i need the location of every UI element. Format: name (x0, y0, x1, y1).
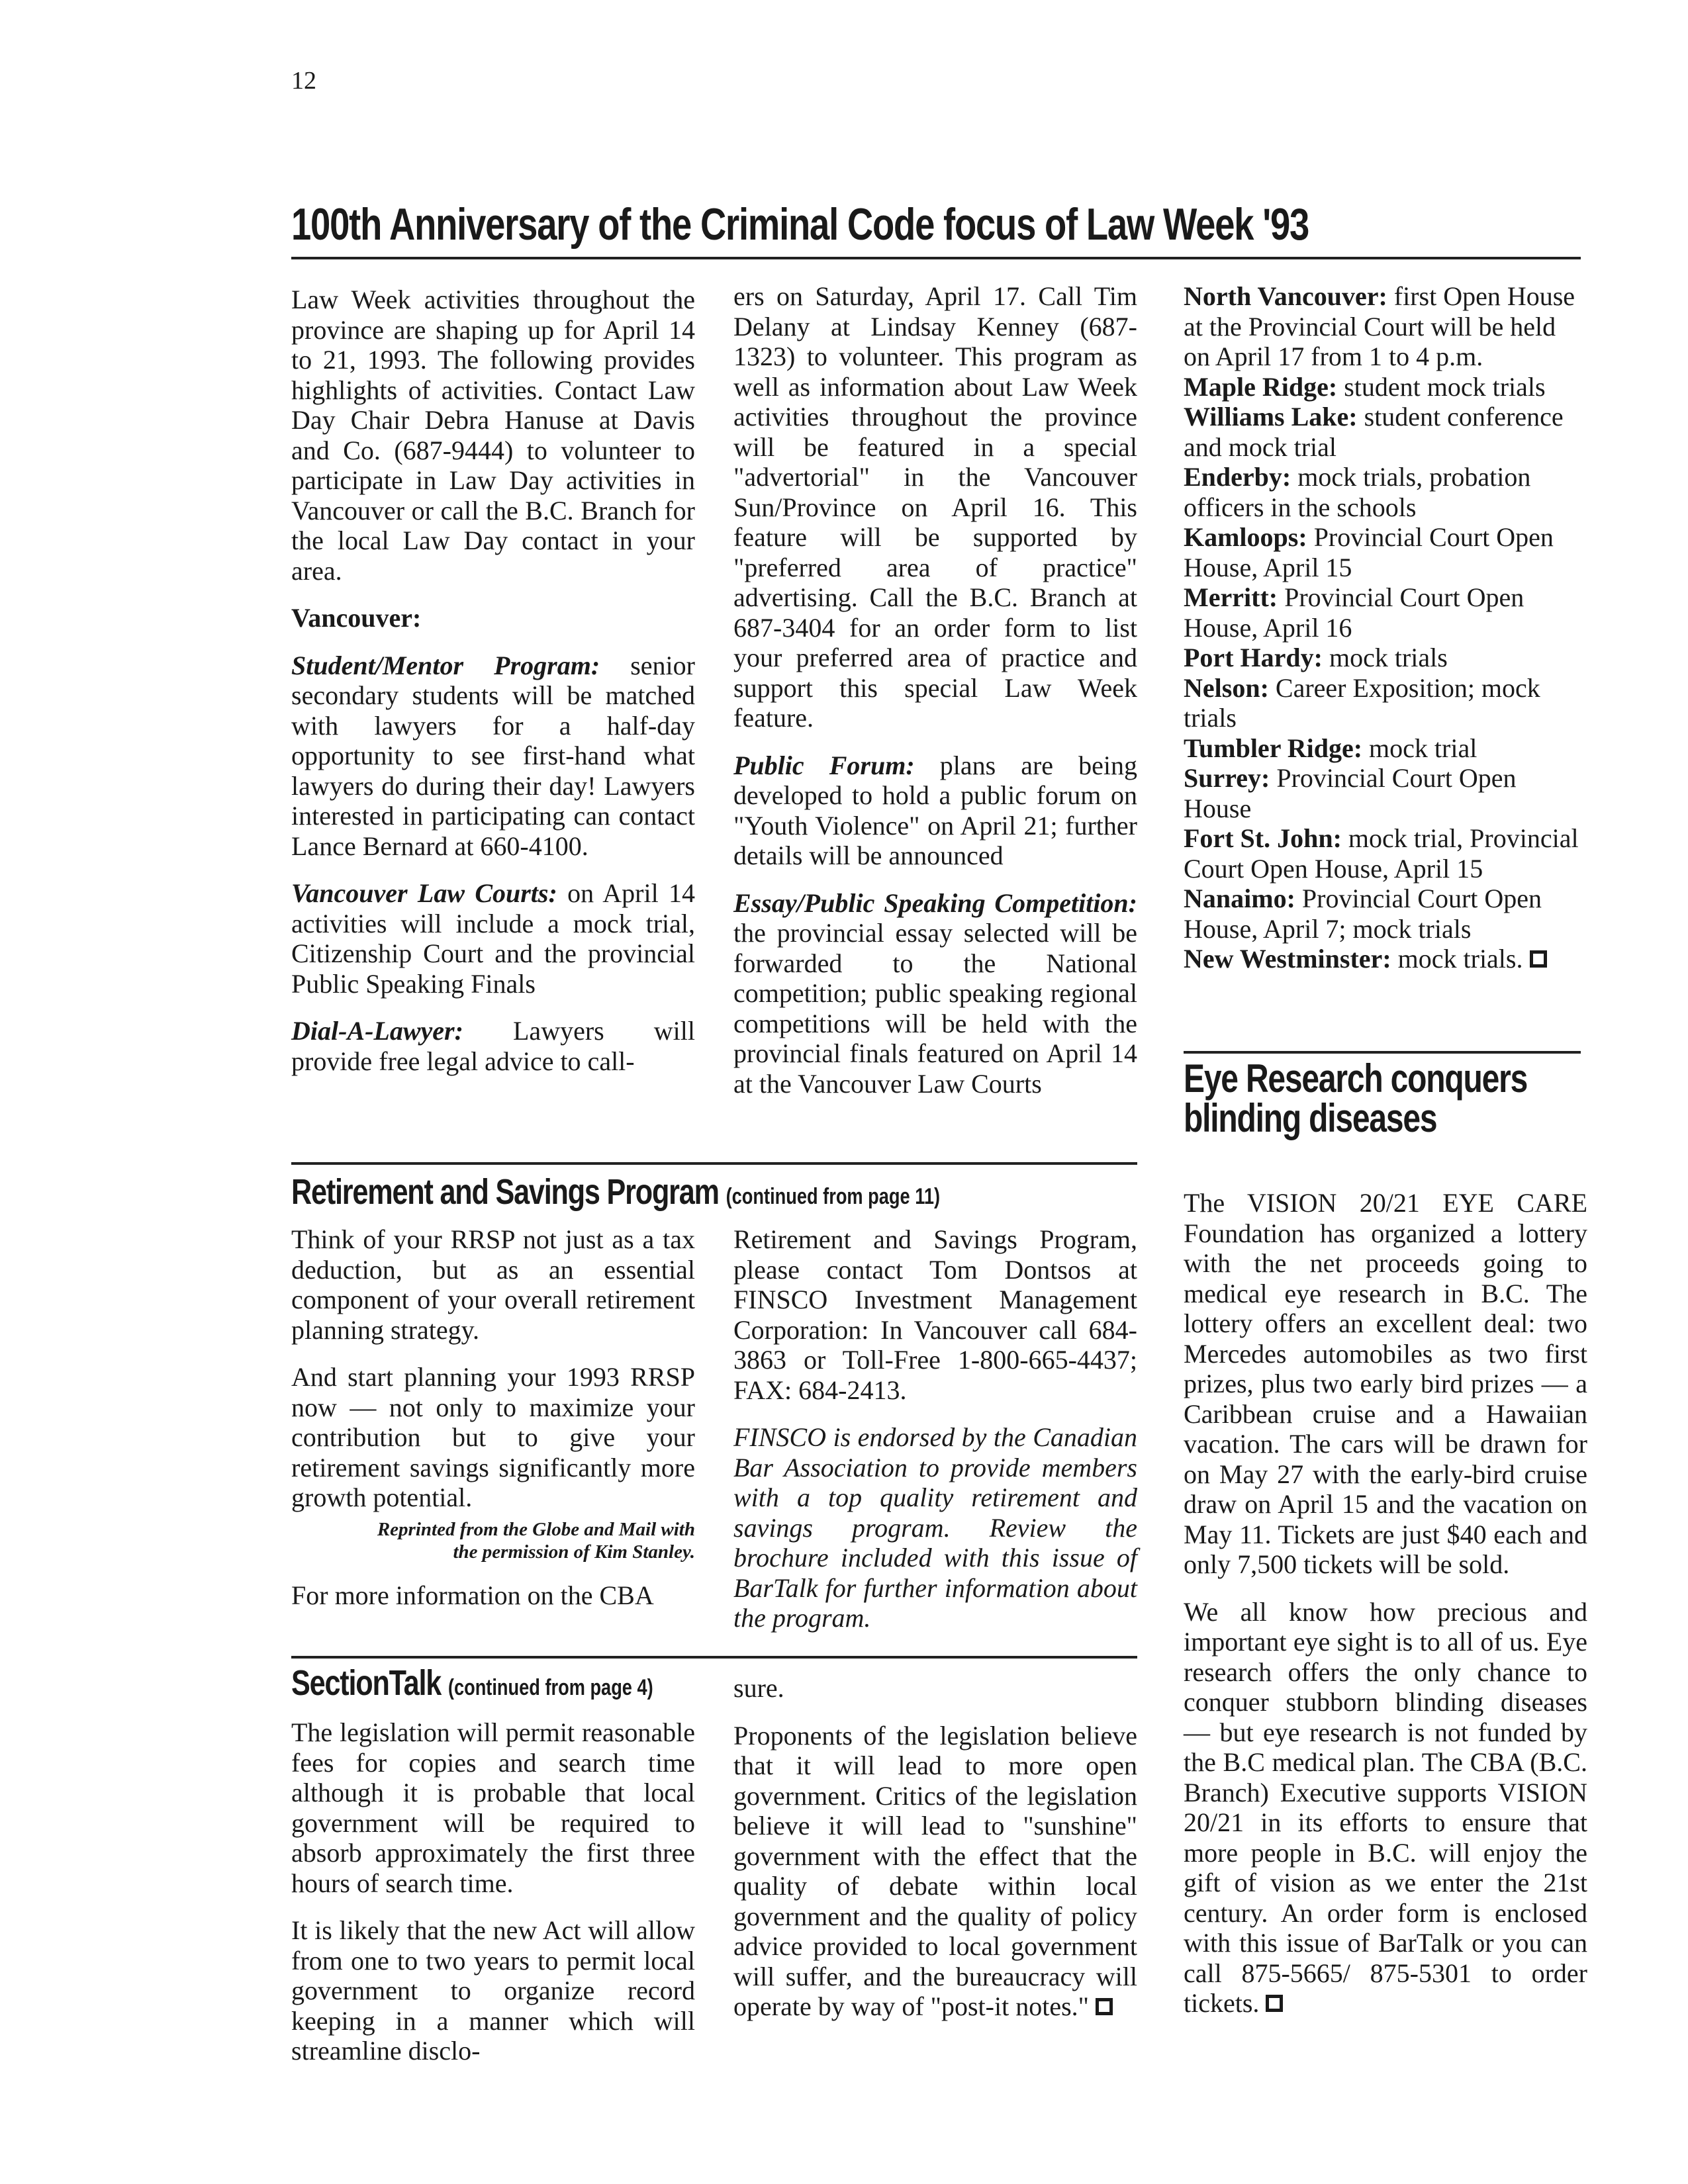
finsco-endorsement: FINSCO is endorsed by the Canadian Bar Association to provide members with a top quality retirement and savings program. Review the brochure included with this issue of BarTalk for further information about the program. (733, 1422, 1137, 1633)
end-of-article-mark (1096, 1998, 1113, 2015)
region-name: Maple Ridge: (1184, 371, 1338, 402)
region-item (1184, 823, 1587, 884)
retirement-paragraph-2: And start planning your 1993 RRSP now — not only to maximize your contribution but to give your retirement savings significantly more growth potential. (291, 1362, 695, 1512)
region-item (1184, 763, 1587, 823)
region-item (1184, 944, 1587, 974)
region-name: Enderby: (1184, 462, 1291, 492)
end-of-article-mark (1266, 1995, 1283, 2012)
region-activities: mock trials (1329, 643, 1448, 672)
retirement-continued: (continued from page 11) (726, 1184, 941, 1209)
page-number: 12 (291, 67, 316, 95)
region-item (1184, 582, 1587, 643)
region-name: New Westminster: (1184, 944, 1391, 974)
student-mentor-item (291, 651, 695, 862)
section-talk-headline (291, 1662, 653, 1704)
region-activities: Career Exposition; mock trials (1184, 672, 1540, 733)
region-name: Merritt: (1184, 582, 1278, 612)
essay-competition-text: the provincial essay selected will be forwarded to the National competition; public speaking regional competitions will be held with the provincial finals featured on April 14 at the Vancouver Law Courts (733, 918, 1137, 1099)
law-week-headline: 100th Anniversary of the Criminal Code focus of Law Week '93 (291, 199, 1309, 250)
region-activities: Provincial Court Open House (1184, 763, 1517, 823)
region-activities: Provincial Court Open House, April 15 (1184, 522, 1554, 582)
public-forum-label: Public Forum: (733, 750, 915, 780)
dial-a-lawyer-item (291, 1016, 695, 1076)
region-item (1184, 522, 1587, 582)
region-activities: student conference and mock trial (1184, 402, 1564, 462)
region-name: Nanaimo: (1184, 884, 1295, 913)
retirement-column-2 (733, 1224, 1137, 1651)
law-week-column-1 (291, 285, 695, 1093)
region-item (1184, 673, 1587, 733)
region-activities: mock trial, Provincial Court Open House, April 15 (1184, 823, 1579, 884)
region-activities: Provincial Court Open House, April 7; mock trials (1184, 884, 1542, 944)
region-activities: mock trial (1369, 733, 1477, 763)
region-activities: mock trials. (1397, 944, 1523, 974)
region-item (1184, 643, 1587, 673)
section-talk-continued: (continued from page 4) (447, 1675, 653, 1700)
dial-a-lawyer-continued: ers on Saturday, April 17. Call Tim Delany at Lindsay Kenney (687-1323) to volunteer. This program as well as information about Law Week activities throughout the province will be featured in a special "advertorial" in the Vancouver Sun/Province on April 16. This feature will be supported by "preferred area of practice" advertising. Call the B.C. Branch at 687-3404 for an order form to list your preferred area of practice and support this special Law Week feature. (733, 281, 1137, 733)
retirement-contact: Retirement and Savings Program, please contact Tom Dontsos at FINSCO Investment Management Corporation: In Vancouver call 684-3863 or Toll-Free 1-800-665-4437; FAX: 684-2413. (733, 1224, 1137, 1405)
public-forum-item (733, 751, 1137, 871)
eye-research-column (1184, 1188, 1587, 2036)
eye-research-headline: Eye Research conquers blinding diseases (1184, 1056, 1528, 1140)
region-activities: first Open House at the Provincial Court will be held on April 17 from 1 to 4 p.m. (1184, 281, 1575, 371)
region-item (1184, 372, 1587, 402)
region-name: Nelson: (1184, 672, 1269, 703)
region-item (1184, 402, 1587, 462)
region-name: Surrey: (1184, 763, 1270, 793)
region-name: North Vancouver: (1184, 281, 1387, 311)
section-talk-rule (291, 1656, 1137, 1659)
region-activities: Provincial Court Open House, April 16 (1184, 582, 1524, 643)
section-talk-column-2 (733, 1673, 1137, 2039)
essay-competition-item (733, 888, 1137, 1099)
region-item (1184, 281, 1587, 372)
student-mentor-text: senior secondary students will be matched with lawyers for a half-day opportunity to see first-hand what lawyers do during their day! Lawyers interested in participating can contact Lance Bernard at 660-4100. (291, 650, 695, 861)
eye-research-paragraph-1: The VISION 20/21 EYE CARE Foundation has organized a lottery with the net proceeds going to medical eye research in B.C. The lottery offers an excellent deal: two Mercedes automobiles as two first prizes, plus two early bird prizes — a Caribbean cruise and a Hawaiian vacation. The cars will be drawn for on May 27 with the early-bird cruise draw on April 15 and the vacation on May 11. Tickets are just $40 each and only 7,500 tickets will be sold. (1184, 1188, 1587, 1579)
retirement-paragraph-1: Think of your RRSP not just as a tax deduction, but as an essential component of your overall retirement planning strategy. (291, 1224, 695, 1345)
retirement-headline (291, 1171, 940, 1212)
retirement-column-1 (291, 1224, 695, 1627)
region-activities: mock trials, probation officers in the schools (1184, 462, 1531, 522)
retirement-title: Retirement and Savings Program (291, 1172, 719, 1212)
region-name: Kamloops: (1184, 522, 1307, 552)
region-item (1184, 884, 1587, 944)
region-item (1184, 462, 1587, 522)
end-of-article-mark (1530, 950, 1547, 968)
law-courts-text: on April 14 activities will include a mock trial, Citizenship Court and the provincial Public Speaking Finals (291, 878, 696, 999)
region-activities: student mock trials (1344, 371, 1546, 402)
region-item (1184, 733, 1587, 764)
reprint-credit: Reprinted from the Globe and Mail with the permission of Kim Stanley. (377, 1518, 695, 1563)
section-talk-continued-text: sure. (733, 1673, 784, 1703)
law-week-column-3 (1184, 281, 1587, 974)
retirement-rule (291, 1162, 1137, 1165)
retirement-paragraph-3: For more information on the CBA (291, 1580, 654, 1610)
section-talk-title: SectionTalk (291, 1663, 442, 1703)
law-week-intro: Law Week activities throughout the province are shaping up for April 14 to 21, 1993. The following provides highlights of activities. Contact Law Day Chair Debra Hanuse at Davis and Co. (687-9444) to volunteer to participate in Law Day activities in Vancouver or call the B.C. Branch for the local Law Day contact in your area. (291, 285, 695, 586)
section-talk-paragraph-1: The legislation will permit reasonable fees for copies and search time although it is probable that local government will be required to absorb approximately the first three hours of search time. (291, 1717, 695, 1898)
vancouver-heading: Vancouver: (291, 603, 422, 633)
regional-listings (1184, 281, 1587, 974)
dial-a-lawyer-text: Lawyers will provide free legal advice to call- (291, 1016, 695, 1076)
section-talk-paragraph-3: Proponents of the legislation believe that it will lead to more open government. Critics of the legislation believe it will lead to "sunshine" government with the effect that the quality of debate within local government and the quality of policy advice provided to local government will suffer, and the bureaucracy will operate by way of "post-it notes." (733, 1720, 1137, 2021)
region-name: Williams Lake: (1184, 402, 1358, 432)
public-forum-text: plans are being developed to hold a public forum on "Youth Violence" on April 21; further details will be announced (733, 750, 1137, 870)
section-talk-paragraph-2: It is likely that the new Act will allow from one to two years to permit local government to organize record keeping in a manner which will streamline disclo- (291, 1915, 695, 2066)
region-name: Fort St. John: (1184, 823, 1342, 853)
eye-research-rule (1184, 1051, 1581, 1054)
headline-rule (291, 257, 1581, 259)
essay-competition-label: Essay/Public Speaking Competition: (733, 887, 1137, 918)
law-week-column-2 (733, 281, 1137, 1116)
law-courts-label: Vancouver Law Courts: (291, 878, 557, 908)
student-mentor-label: Student/Mentor Program: (291, 650, 600, 680)
law-courts-item (291, 878, 695, 999)
region-name: Port Hardy: (1184, 643, 1323, 672)
eye-research-paragraph-2: We all know how precious and important eye sight is to all of us. Eye research offers the only chance to conquer stubborn blinding diseases — but eye research is not funded by the B.C medical plan. The CBA (B.C. Branch) Executive supports VISION 20/21 in its efforts to ensure that more people in B.C. will enjoy the gift of vision as we enter the 21st century. An order form is enclosed with this issue of BarTalk or you can call 875-5665/ 875-5301 to order tickets. (1184, 1596, 1587, 2018)
dial-a-lawyer-label: Dial-A-Lawyer: (291, 1016, 463, 1046)
section-talk-column-1 (291, 1717, 695, 2083)
region-name: Tumbler Ridge: (1184, 733, 1363, 763)
